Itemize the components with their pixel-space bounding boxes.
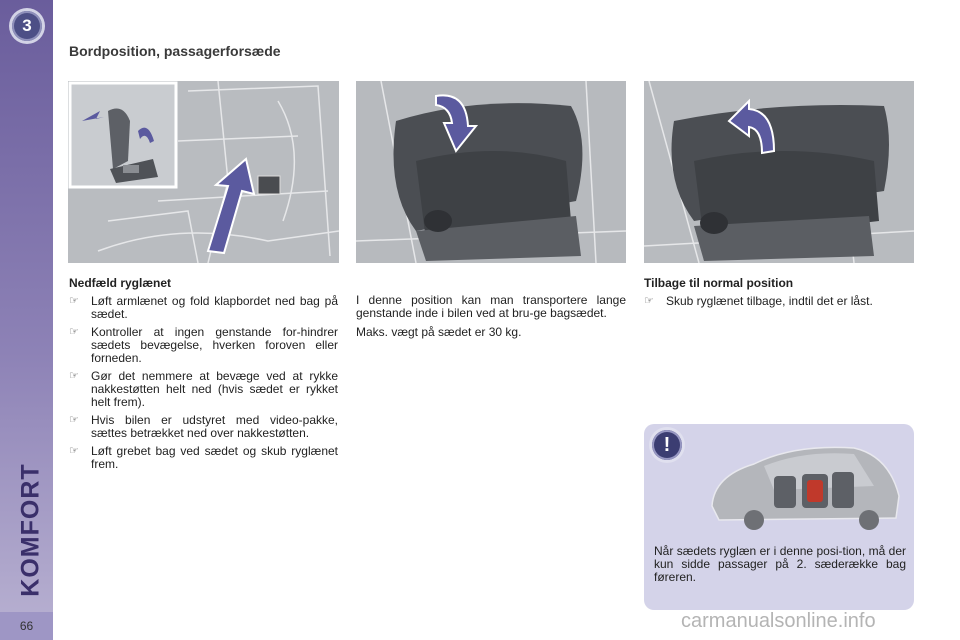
section-label: KOMFORT [16, 463, 45, 597]
paragraph: Maks. vægt på sædet er 30 kg. [356, 325, 522, 339]
list-item: ☞ Kontroller at ingen genstande for-hindrer sædets bevægelse, hverken foroven eller forneden. [69, 325, 338, 365]
car-seating-illustration [704, 436, 904, 532]
pointing-hand-icon: ☞ [69, 414, 79, 426]
list-item: ☞ Skub ryglænet tilbage, indtil det er låst. [644, 294, 873, 308]
section-heading-fold: Nedfæld ryglænet [69, 276, 172, 290]
pointing-hand-icon: ☞ [69, 370, 79, 382]
figure-fold-seat [68, 81, 339, 263]
page-number: 66 [0, 612, 53, 640]
list-item: ☞ Løft armlænet og fold klapbordet ned bag på sædet. [69, 294, 338, 321]
instruction-list [644, 295, 914, 308]
list-item: ☞ Gør det nemmere at bevæge ved at rykke nakkestøtten helt ned (hvis sædet er rykket helt frem). [69, 369, 338, 409]
sidebar [0, 0, 53, 640]
list-item: ☞ Løft grebet bag ved sædet og skub ryglænet frem. [69, 444, 338, 471]
list-item: ☞ Hvis bilen er udstyret med video-pakke, sættes betrækket ned over nakkestøtten. [69, 413, 338, 440]
pointing-hand-icon: ☞ [69, 295, 79, 307]
watermark: carmanualsonline.info [681, 610, 876, 632]
middle-column [356, 294, 626, 345]
left-column [69, 277, 338, 476]
warning-text: Når sædets ryglæn er i denne posi-tion, må der kun sidde passager på 2. sæderække bag føreren. [654, 544, 906, 584]
exclamation-icon: ! [652, 430, 682, 460]
pointing-hand-icon: ☞ [69, 326, 79, 338]
warning-box [644, 424, 914, 610]
section-heading-restore: Tilbage til normal position [644, 276, 794, 290]
paragraph: I denne position kan man transportere lange genstande inde i bilen ved at bru-ge bagsædet. [356, 293, 626, 320]
pointing-hand-icon: ☞ [69, 445, 79, 457]
figure-seat-folded [356, 81, 626, 263]
right-column [644, 277, 914, 313]
pointing-hand-icon: ☞ [644, 295, 654, 307]
instruction-list [69, 295, 338, 471]
chapter-badge: 3 [12, 11, 42, 41]
page-title: Bordposition, passagerforsæde [69, 43, 281, 59]
figure-seat-restore [644, 81, 914, 263]
